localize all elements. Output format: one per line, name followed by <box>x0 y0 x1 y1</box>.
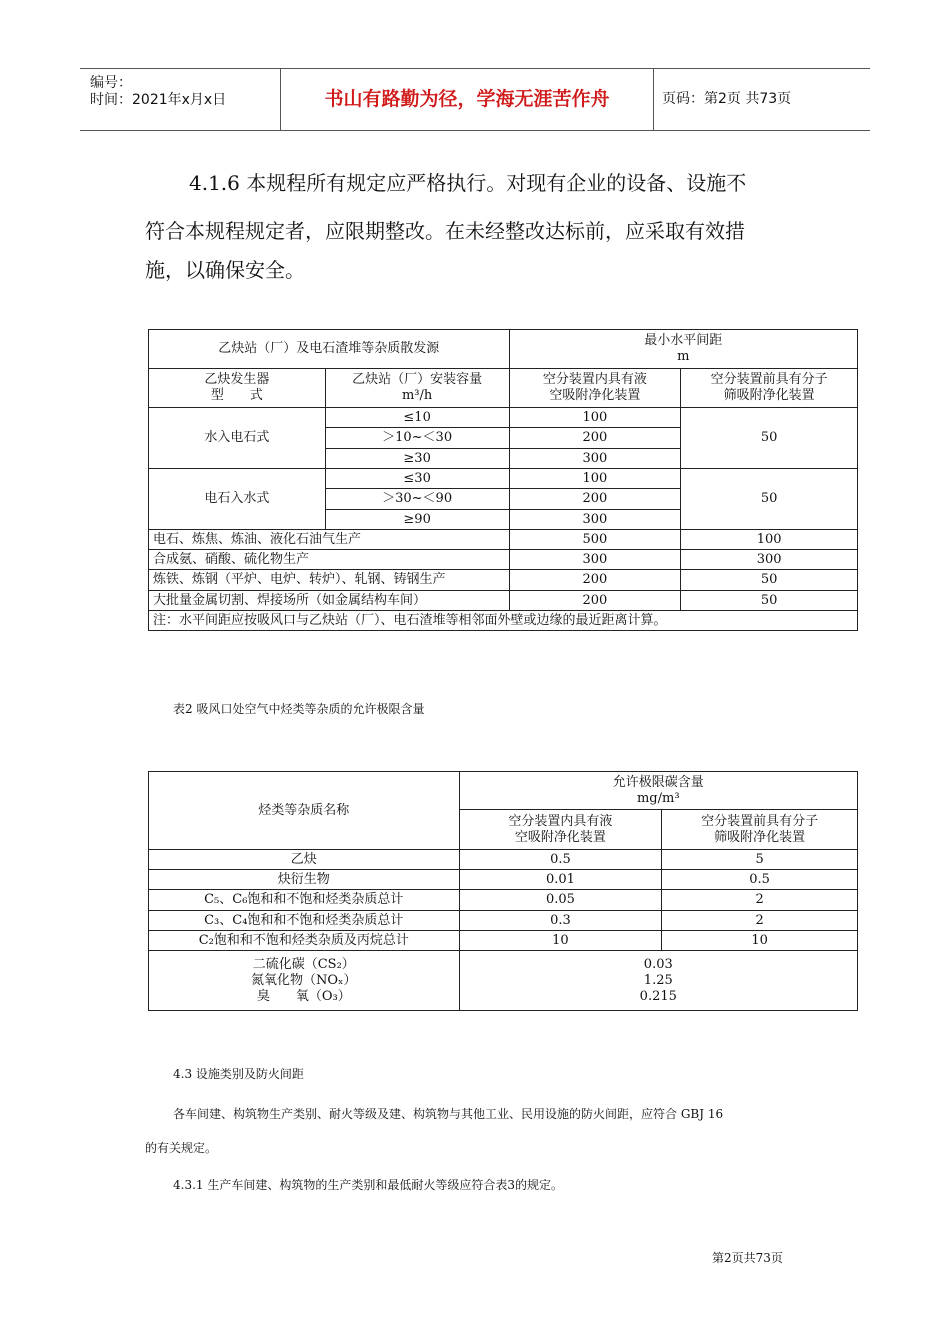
impurity-table <box>148 771 858 1011</box>
source-header: 乙炔站（厂）及电石渣堆等杂质散发源 <box>149 330 510 369</box>
sieve-cell: 0.5 <box>662 870 858 890</box>
liquid-cell: 0.05 <box>459 890 662 911</box>
limit-header <box>459 772 857 810</box>
capacity-cell: ≥30 <box>325 449 509 469</box>
para-416-line3: 施，以确保安全。 <box>145 258 305 282</box>
impurity-name: 乙炔 <box>149 850 460 870</box>
sieve-cell: 2 <box>662 911 858 931</box>
liquid-cell: 300 <box>509 449 681 469</box>
para-43-line1: 各车间建、构筑物生产类别、耐火等级及建、构筑物与其他工业、民用设施的防火间距，应符合 GBJ 16 <box>173 1107 724 1121</box>
impurity-names-group: 二硫化碳（CS₂） 氮氧化物（NOₓ） 臭 氧（O₃） <box>149 951 460 1011</box>
para-416-line2: 符合本规程规定者，应限期整改。在未经整改达标前，应采取有效措 <box>145 219 745 243</box>
impurity-name: C₃、C₄饱和和不饱和烃类杂质总计 <box>149 911 460 931</box>
group1-sieve: 50 <box>681 408 858 469</box>
header-page-info: 页码：第2页 共73页 <box>662 91 792 107</box>
distance-unit: m <box>677 349 690 364</box>
number-label: 编号： <box>90 75 132 91</box>
col-liquid-header: 空分装置内具有液 空吸附净化装置 <box>509 369 681 408</box>
col-type-header: 乙炔发生器 型 式 <box>149 369 326 408</box>
header-meta <box>80 69 281 130</box>
liquid-cell: 0.5 <box>459 850 662 870</box>
col-liquid-header: 空分装置内具有液 空吸附净化装置 <box>459 810 662 850</box>
limit-header-text: 允许极限碳含量 <box>612 774 704 790</box>
table2-caption: 表2 吸风口处空气中烃类等杂质的允许极限含量 <box>173 702 425 716</box>
time-label: 时间：2021年x月x日 <box>90 92 227 108</box>
liquid-cell: 0.01 <box>459 870 662 890</box>
group1-type: 水入电石式 <box>149 408 326 469</box>
capacity-cell: ≤30 <box>325 469 509 489</box>
liquid-cell: 200 <box>509 591 681 611</box>
distance-header-text: 最小水平间距 <box>644 333 723 348</box>
table-note: 注：水平间距应按吸风口与乙炔站（厂）、电石渣堆等相邻面外壁或边缘的最近距离计算。 <box>149 611 858 631</box>
page-footer: 第2页共73页 <box>712 1251 783 1265</box>
sieve-cell: 300 <box>681 550 858 570</box>
liquid-cell: 10 <box>459 931 662 951</box>
sieve-cell: 10 <box>662 931 858 951</box>
sieve-cell: 100 <box>681 530 858 550</box>
capacity-cell: ≥90 <box>325 510 509 530</box>
name-header: 烃类等杂质名称 <box>149 772 460 850</box>
liquid-cell: 300 <box>509 550 681 570</box>
capacity-cell: ＞30~＜90 <box>325 489 509 510</box>
distance-header <box>509 330 858 369</box>
col-sieve-header: 空分装置前具有分子 筛吸附净化装置 <box>681 369 858 408</box>
capacity-cell: ＞10~＜30 <box>325 428 509 449</box>
liquid-cell: 300 <box>509 510 681 530</box>
source-cell: 大批量金属切割、焊接场所（如金属结构车间） <box>149 591 510 611</box>
liquid-cell: 0.3 <box>459 911 662 931</box>
limit-unit: mg/m³ <box>636 790 680 806</box>
para-43-line2: 的有关规定。 <box>145 1141 218 1155</box>
header-motto: 书山有路勤为径，学海无涯苦作舟 <box>281 69 654 130</box>
impurity-name: C₅、C₆饱和和不饱和烃类杂质总计 <box>149 890 460 911</box>
distance-table <box>148 329 858 631</box>
impurity-values-group: 0.03 1.25 0.215 <box>459 951 857 1011</box>
section-43-heading: 4.3 设施类别及防火间距 <box>173 1067 304 1081</box>
liquid-cell: 100 <box>509 408 681 428</box>
source-cell: 炼铁、炼钢（平炉、电炉、转炉）、轧钢、铸钢生产 <box>149 570 510 591</box>
capacity-cell: ≤10 <box>325 408 509 428</box>
group2-type: 电石入水式 <box>149 469 326 530</box>
liquid-cell: 100 <box>509 469 681 489</box>
liquid-cell: 200 <box>509 570 681 591</box>
liquid-cell: 200 <box>509 428 681 449</box>
page-header <box>80 68 870 131</box>
para-431: 4.3.1 生产车间建、构筑物的生产类别和最低耐火等级应符合表3的规定。 <box>173 1178 563 1192</box>
para-416-line1: 4.1.6 本规程所有规定应严格执行。对现有企业的设备、设施不 <box>189 171 747 195</box>
source-cell: 电石、炼焦、炼油、液化石油气生产 <box>149 530 510 550</box>
impurity-name: 炔衍生物 <box>149 870 460 890</box>
sieve-cell: 50 <box>681 570 858 591</box>
liquid-cell: 500 <box>509 530 681 550</box>
source-cell: 合成氨、硝酸、硫化物生产 <box>149 550 510 570</box>
col-capacity-header: 乙炔站（厂）安装容量 m³/h <box>325 369 509 408</box>
sieve-cell: 50 <box>681 591 858 611</box>
group2-sieve: 50 <box>681 469 858 530</box>
impurity-name: C₂饱和和不饱和烃类杂质及丙烷总计 <box>149 931 460 951</box>
sieve-cell: 5 <box>662 850 858 870</box>
liquid-cell: 200 <box>509 489 681 510</box>
sieve-cell: 2 <box>662 890 858 911</box>
col-sieve-header: 空分装置前具有分子 筛吸附净化装置 <box>662 810 858 850</box>
